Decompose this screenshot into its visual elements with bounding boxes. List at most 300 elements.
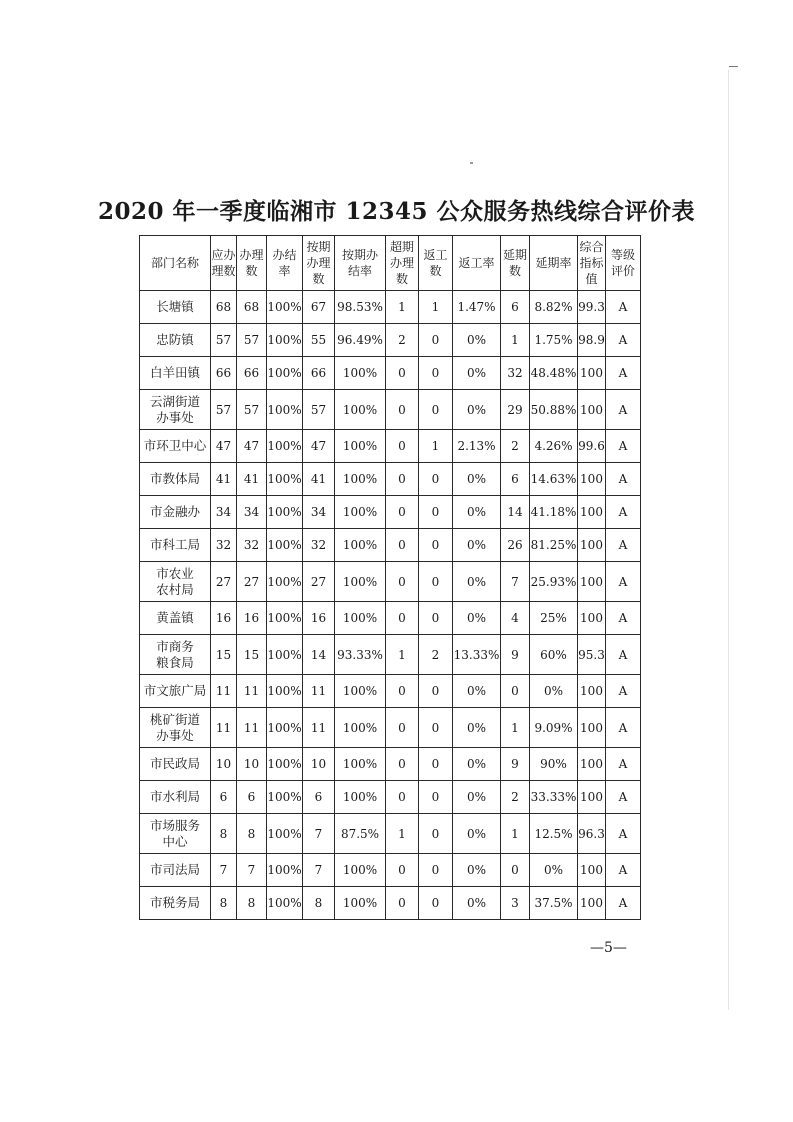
page-title: 2020 年一季度临湘市 12345 公众服务热线综合评价表 <box>97 198 696 225</box>
edge-mark <box>729 66 738 67</box>
table-cell: 34 <box>211 496 237 529</box>
table-cell: 48.48% <box>530 357 578 390</box>
table-row <box>140 854 641 887</box>
cell-line: 延期率 <box>535 256 572 270</box>
cell-line: 粮食局 <box>156 654 194 670</box>
table-cell: 66 <box>237 357 267 390</box>
table-row <box>140 675 641 708</box>
dept-name-cell <box>140 814 211 854</box>
table-cell: 1 <box>419 291 453 324</box>
table-cell: 0 <box>419 496 453 529</box>
table-row <box>140 635 641 675</box>
column-header <box>335 236 386 291</box>
cell-line: 忠防镇 <box>156 332 194 347</box>
table-cell: 2.13% <box>453 430 501 463</box>
cell-line: 超期 <box>389 240 414 254</box>
cell-line: 桃矿街道 <box>149 711 200 727</box>
cell-line: 按期办 <box>341 248 378 262</box>
cell-line: 市司法局 <box>149 862 200 877</box>
table-cell: 0 <box>386 529 419 562</box>
table-cell: 16 <box>211 602 237 635</box>
table-cell: 100% <box>335 675 386 708</box>
table-cell: 1 <box>386 291 419 324</box>
table-cell: 100 <box>578 854 606 887</box>
table-cell: 68 <box>211 291 237 324</box>
table-cell: 0 <box>386 496 419 529</box>
table-cell: 100% <box>335 463 386 496</box>
table-cell: 29 <box>501 390 530 430</box>
dept-name-cell <box>140 854 211 887</box>
table-cell: 100% <box>267 529 303 562</box>
cell-line: 市农业 <box>156 565 194 581</box>
table-cell: 4 <box>501 602 530 635</box>
table-cell: 100% <box>267 496 303 529</box>
table-cell: 0 <box>419 324 453 357</box>
table-cell: 25.93% <box>530 562 578 602</box>
table-cell: 95.3 <box>578 635 606 675</box>
table-cell: 96.49% <box>335 324 386 357</box>
table-cell: 27 <box>237 562 267 602</box>
table-cell: 100% <box>267 562 303 602</box>
table-cell: A <box>606 430 641 463</box>
table-row <box>140 708 641 748</box>
table-cell: 0 <box>386 781 419 814</box>
table-cell: 27 <box>303 562 335 602</box>
table-cell: 6 <box>501 463 530 496</box>
table-cell: 0 <box>419 463 453 496</box>
table-cell: A <box>606 562 641 602</box>
table-row <box>140 748 641 781</box>
cell-line: 黄盖镇 <box>156 610 194 625</box>
table-row <box>140 529 641 562</box>
table-cell: 87.5% <box>335 814 386 854</box>
table-cell: 11 <box>211 708 237 748</box>
table-cell: A <box>606 708 641 748</box>
table-cell: 47 <box>303 430 335 463</box>
column-header <box>386 236 419 291</box>
table-cell: A <box>606 291 641 324</box>
cell-line: 市环卫中心 <box>143 438 207 453</box>
table-cell: 0 <box>386 430 419 463</box>
table-cell: 100 <box>578 887 606 920</box>
table-cell: 0% <box>453 748 501 781</box>
table-cell: 15 <box>211 635 237 675</box>
table-cell: 57 <box>303 390 335 430</box>
table-cell: 25% <box>530 602 578 635</box>
dept-name-cell <box>140 602 211 635</box>
cell-line: 数 <box>312 272 325 286</box>
table-cell: 0 <box>419 781 453 814</box>
table-cell: A <box>606 814 641 854</box>
table-cell: 34 <box>237 496 267 529</box>
table-cell: 8 <box>303 887 335 920</box>
table-cell: 0% <box>530 854 578 887</box>
table-cell: 100 <box>578 675 606 708</box>
table-cell: 6 <box>501 291 530 324</box>
table-cell: 100% <box>335 708 386 748</box>
cell-line: 市商务 <box>156 638 194 654</box>
table-cell: 100% <box>267 887 303 920</box>
table-cell: 0 <box>501 675 530 708</box>
table-cell: 0 <box>386 390 419 430</box>
table-cell: 0% <box>453 562 501 602</box>
cell-line: 市金融办 <box>149 504 200 519</box>
table-cell: 32 <box>501 357 530 390</box>
table-cell: 100% <box>267 357 303 390</box>
table-cell: 1 <box>501 708 530 748</box>
table-cell: 0% <box>453 814 501 854</box>
table-cell: 2 <box>386 324 419 357</box>
table-cell: 100% <box>335 562 386 602</box>
table-row <box>140 887 641 920</box>
table-cell: 1.47% <box>453 291 501 324</box>
table-row <box>140 463 641 496</box>
table-cell: 100 <box>578 357 606 390</box>
table-cell: 14 <box>501 496 530 529</box>
table-cell: A <box>606 675 641 708</box>
table-cell: 32 <box>211 529 237 562</box>
table-cell: 100% <box>335 887 386 920</box>
table-cell: 3 <box>501 887 530 920</box>
table-cell: 2 <box>501 781 530 814</box>
table-cell: 0 <box>419 529 453 562</box>
table-cell: 32 <box>303 529 335 562</box>
table-cell: 0% <box>453 529 501 562</box>
dept-name-cell <box>140 675 211 708</box>
table-row <box>140 291 641 324</box>
table-cell: 0% <box>453 887 501 920</box>
table-cell: 1 <box>419 430 453 463</box>
table-cell: 10 <box>303 748 335 781</box>
table-cell: 0 <box>386 463 419 496</box>
table-body <box>140 291 641 920</box>
dept-name-cell <box>140 357 211 390</box>
table-cell: 100% <box>335 854 386 887</box>
table-cell: 98.9 <box>578 324 606 357</box>
cell-line: 市文旅广局 <box>143 683 207 698</box>
cell-line: 值 <box>585 272 598 286</box>
table-cell: 0 <box>419 390 453 430</box>
table-cell: 100% <box>335 602 386 635</box>
cell-line: 办理 <box>389 256 414 270</box>
table-cell: 100 <box>578 496 606 529</box>
cell-line: 长塘镇 <box>156 299 194 314</box>
table-cell: 0% <box>453 463 501 496</box>
cell-line: 市税务局 <box>149 895 200 910</box>
table-cell: 0 <box>419 854 453 887</box>
table-cell: 8 <box>211 814 237 854</box>
table-cell: 7 <box>303 854 335 887</box>
table-cell: 6 <box>211 781 237 814</box>
table-cell: 90% <box>530 748 578 781</box>
table-cell: 10 <box>211 748 237 781</box>
table-cell: 0% <box>453 781 501 814</box>
table-cell: 0 <box>386 854 419 887</box>
table-cell: 0 <box>419 602 453 635</box>
table-cell: 100% <box>267 635 303 675</box>
table-cell: 100% <box>267 291 303 324</box>
table-cell: 0 <box>419 708 453 748</box>
table-cell: 16 <box>237 602 267 635</box>
cell-line: 市教体局 <box>149 471 200 486</box>
cell-line: 结率 <box>347 264 372 278</box>
table-cell: 0% <box>453 708 501 748</box>
table-cell: 100% <box>335 390 386 430</box>
table-cell: A <box>606 887 641 920</box>
table-cell: 67 <box>303 291 335 324</box>
table-cell: 99.6 <box>578 430 606 463</box>
column-header <box>140 236 211 291</box>
cell-line: 农村局 <box>156 581 194 597</box>
table-cell: 26 <box>501 529 530 562</box>
column-header <box>211 236 237 291</box>
table-cell: A <box>606 357 641 390</box>
table-cell: 11 <box>303 708 335 748</box>
table-row <box>140 430 641 463</box>
table-cell: 0% <box>453 390 501 430</box>
cell-line: 中心 <box>162 833 188 849</box>
table-row <box>140 324 641 357</box>
evaluation-table <box>139 235 641 920</box>
table-cell: 16 <box>303 602 335 635</box>
cell-line: 数 <box>508 264 521 278</box>
table-cell: 100% <box>267 781 303 814</box>
dept-name-cell <box>140 496 211 529</box>
table-cell: 50.88% <box>530 390 578 430</box>
table-cell: 0 <box>386 675 419 708</box>
table-cell: 66 <box>303 357 335 390</box>
table-cell: 100% <box>335 748 386 781</box>
table-cell: 9 <box>501 748 530 781</box>
column-header <box>419 236 453 291</box>
table-cell: 100% <box>267 602 303 635</box>
table-cell: 96.3 <box>578 814 606 854</box>
cell-line: 市民政局 <box>149 756 200 771</box>
table-cell: 0% <box>453 357 501 390</box>
table-cell: A <box>606 635 641 675</box>
table-cell: 100% <box>267 390 303 430</box>
table-cell: 100 <box>578 781 606 814</box>
cell-line: 办事处 <box>156 727 194 743</box>
table-cell: 11 <box>237 708 267 748</box>
dept-name-cell <box>140 324 211 357</box>
cell-line: 数 <box>245 264 258 278</box>
table-cell: A <box>606 496 641 529</box>
table-cell: 6 <box>237 781 267 814</box>
table-cell: 100% <box>335 357 386 390</box>
table-cell: 1 <box>501 324 530 357</box>
dept-name-cell <box>140 635 211 675</box>
page-number: —5— <box>590 940 627 956</box>
table-cell: 11 <box>237 675 267 708</box>
dept-name-cell <box>140 887 211 920</box>
cell-line: 率 <box>278 264 291 278</box>
table-cell: 9.09% <box>530 708 578 748</box>
table-cell: 2 <box>419 635 453 675</box>
cell-line: 按期 <box>306 240 331 254</box>
table-cell: 7 <box>211 854 237 887</box>
table-row <box>140 390 641 430</box>
column-header <box>453 236 501 291</box>
scan-speck <box>470 162 473 164</box>
cell-line: 数 <box>429 264 442 278</box>
table-cell: A <box>606 529 641 562</box>
column-header <box>237 236 267 291</box>
table-cell: 0 <box>386 748 419 781</box>
table-cell: 100% <box>267 748 303 781</box>
dept-name-cell <box>140 291 211 324</box>
table-cell: A <box>606 854 641 887</box>
table-cell: 60% <box>530 635 578 675</box>
table-cell: 57 <box>211 390 237 430</box>
table-cell: 9 <box>501 635 530 675</box>
table-cell: 0 <box>419 887 453 920</box>
cell-line: 白羊田镇 <box>149 365 200 380</box>
table-cell: 100% <box>267 854 303 887</box>
cell-line: 办事处 <box>156 409 194 425</box>
dept-name-cell <box>140 430 211 463</box>
column-header <box>606 236 641 291</box>
dept-name-cell <box>140 781 211 814</box>
table-cell: 37.5% <box>530 887 578 920</box>
cell-line: 评价 <box>610 264 635 278</box>
table-header-row <box>140 236 641 291</box>
table-cell: A <box>606 781 641 814</box>
table-cell: A <box>606 463 641 496</box>
table-cell: 32 <box>237 529 267 562</box>
table-cell: 0 <box>419 357 453 390</box>
table-cell: 10 <box>237 748 267 781</box>
table-cell: 7 <box>237 854 267 887</box>
table-cell: 8 <box>211 887 237 920</box>
table-cell: 0 <box>419 814 453 854</box>
table-cell: 66 <box>211 357 237 390</box>
table-cell: 33.33% <box>530 781 578 814</box>
table-cell: 100% <box>335 781 386 814</box>
table-cell: 0% <box>453 602 501 635</box>
table-cell: 0% <box>453 854 501 887</box>
column-header <box>578 236 606 291</box>
table-cell: 100 <box>578 748 606 781</box>
table-cell: 8.82% <box>530 291 578 324</box>
table-cell: 0% <box>453 324 501 357</box>
table-row <box>140 562 641 602</box>
cell-line: 部门名称 <box>150 256 199 270</box>
table-cell: 41 <box>237 463 267 496</box>
dept-name-cell <box>140 562 211 602</box>
table-row <box>140 496 641 529</box>
cell-line: 延期 <box>502 248 527 262</box>
column-header <box>530 236 578 291</box>
table-cell: 0 <box>419 748 453 781</box>
table-cell: 14 <box>303 635 335 675</box>
cell-line: 返工 <box>423 248 448 262</box>
table-row <box>140 781 641 814</box>
table-cell: 1 <box>386 635 419 675</box>
cell-line: 数 <box>395 272 408 286</box>
table-cell: 15 <box>237 635 267 675</box>
cell-line: 办理 <box>239 248 264 262</box>
table-cell: 57 <box>211 324 237 357</box>
table-cell: 41.18% <box>530 496 578 529</box>
table-row <box>140 357 641 390</box>
table-cell: 0 <box>386 602 419 635</box>
table-cell: 100% <box>267 430 303 463</box>
table-cell: 0 <box>386 708 419 748</box>
table-cell: 100% <box>267 324 303 357</box>
cell-line: 办理 <box>306 256 331 270</box>
table-cell: 100% <box>267 463 303 496</box>
table-cell: 100% <box>267 675 303 708</box>
table-cell: 98.53% <box>335 291 386 324</box>
table-cell: 2 <box>501 430 530 463</box>
table-cell: 1.75% <box>530 324 578 357</box>
table-cell: 14.63% <box>530 463 578 496</box>
cell-line: 综合 <box>579 240 604 254</box>
table-cell: 41 <box>211 463 237 496</box>
cell-line: 应办 <box>211 248 236 262</box>
table-cell: 4.26% <box>530 430 578 463</box>
table-cell: A <box>606 602 641 635</box>
column-header <box>267 236 303 291</box>
table-cell: 8 <box>237 887 267 920</box>
table-cell: 0 <box>386 562 419 602</box>
table-cell: 100% <box>267 708 303 748</box>
dept-name-cell <box>140 463 211 496</box>
table-cell: 0% <box>453 496 501 529</box>
cell-line: 指标 <box>579 256 604 270</box>
table-cell: 0% <box>453 675 501 708</box>
table-cell: 100 <box>578 390 606 430</box>
table-cell: 100 <box>578 602 606 635</box>
table-cell: 0 <box>501 854 530 887</box>
dept-name-cell <box>140 529 211 562</box>
column-header <box>303 236 335 291</box>
table-cell: 7 <box>501 562 530 602</box>
table-cell: 27 <box>211 562 237 602</box>
table-cell: 55 <box>303 324 335 357</box>
table-cell: 47 <box>211 430 237 463</box>
table-cell: 93.33% <box>335 635 386 675</box>
cell-line: 云湖街道 <box>149 393 200 409</box>
table-cell: A <box>606 390 641 430</box>
cell-line: 市水利局 <box>149 789 200 804</box>
cell-line: 等级 <box>610 248 635 262</box>
cell-line: 市科工局 <box>149 537 200 552</box>
table-row <box>140 814 641 854</box>
table-cell: 68 <box>237 291 267 324</box>
table-cell: 8 <box>237 814 267 854</box>
table-cell: A <box>606 748 641 781</box>
table-cell: 11 <box>211 675 237 708</box>
table-cell: A <box>606 324 641 357</box>
table-cell: 0% <box>530 675 578 708</box>
table-cell: 7 <box>303 814 335 854</box>
dept-name-cell <box>140 708 211 748</box>
table-cell: 99.3 <box>578 291 606 324</box>
cell-line: 市场服务 <box>149 817 200 833</box>
table-cell: 100 <box>578 562 606 602</box>
table-cell: 41 <box>303 463 335 496</box>
table-cell: 100% <box>335 496 386 529</box>
table-cell: 1 <box>501 814 530 854</box>
table-cell: 100% <box>267 814 303 854</box>
table-cell: 0 <box>386 357 419 390</box>
table-cell: 0 <box>419 562 453 602</box>
table-cell: 100 <box>578 529 606 562</box>
table-cell: 57 <box>237 324 267 357</box>
table-cell: 12.5% <box>530 814 578 854</box>
